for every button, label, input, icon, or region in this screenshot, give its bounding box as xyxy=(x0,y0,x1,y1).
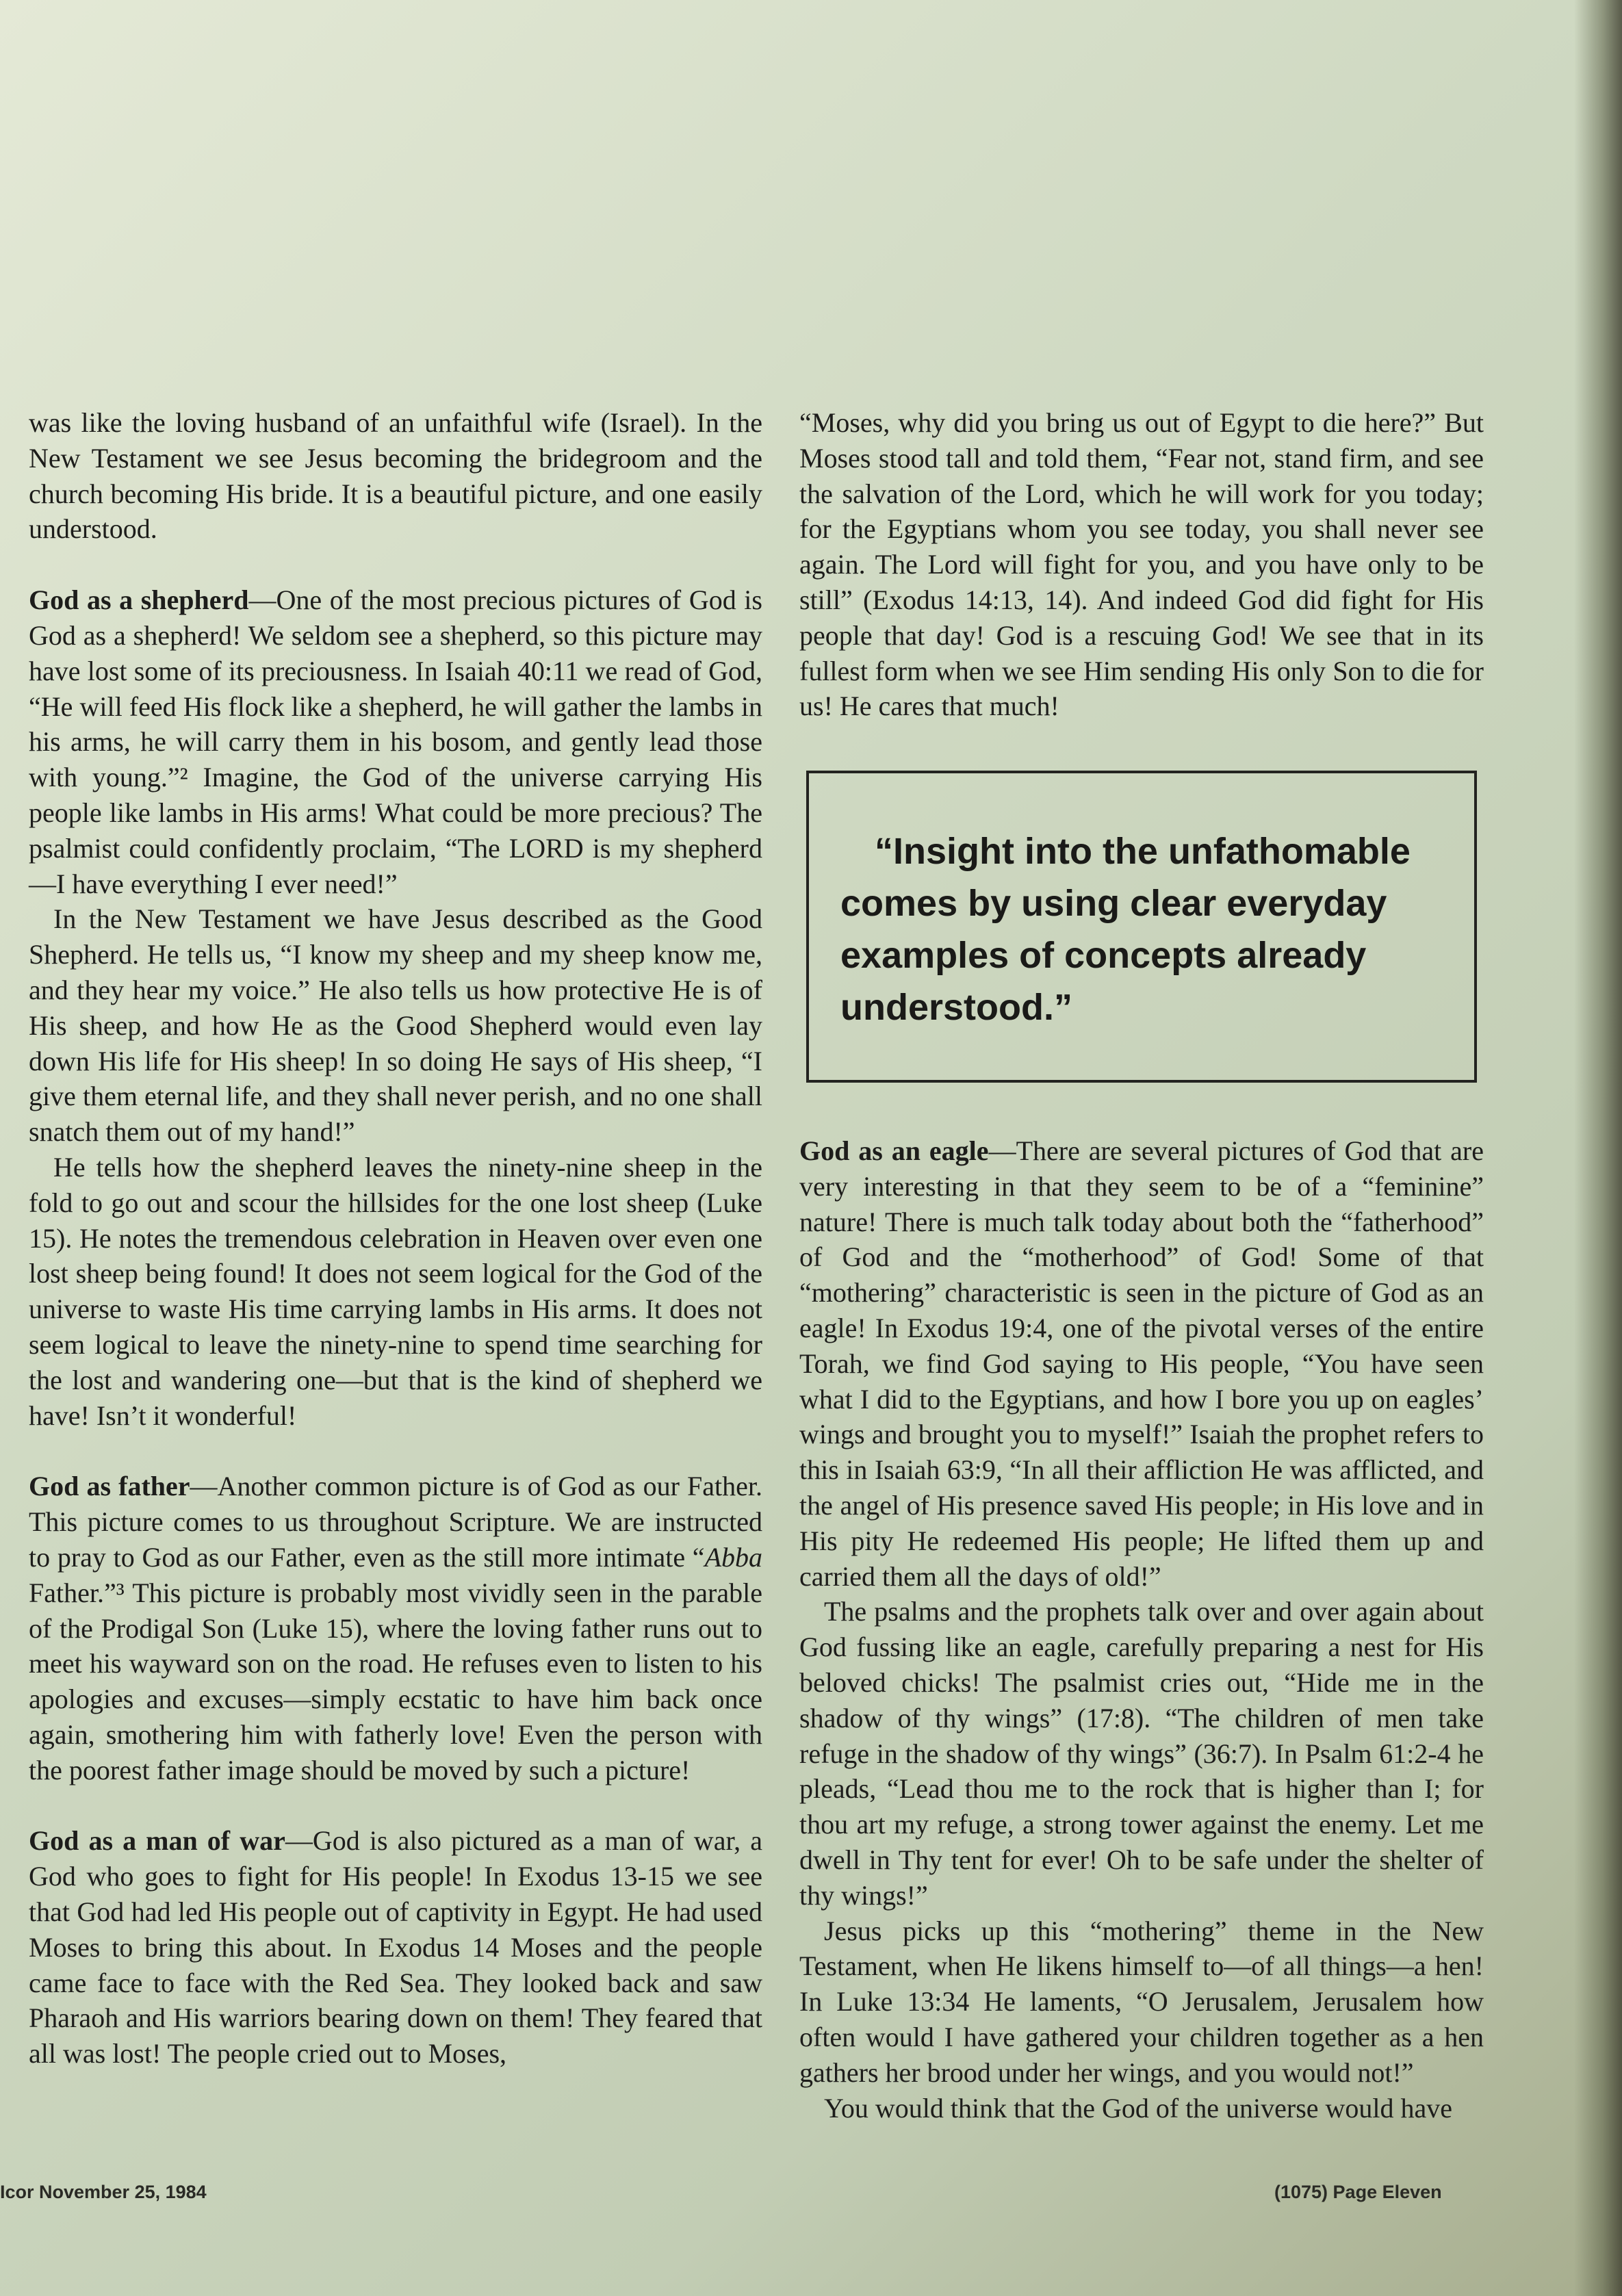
eagle-heading: God as an eagle xyxy=(799,1135,989,1166)
footer-page-number: (1075) Page Eleven xyxy=(1274,2182,1442,2202)
eagle-paragraph-4: You would think that the God of the universe would have xyxy=(824,2092,1453,2124)
war-paragraph xyxy=(29,1823,762,2072)
shepherd-paragraph-2: In the New Testament we have Jesus described as the Good Shepherd. He tells us, “I know my sheep and my sheep know me, and they hear my voice.” He also tells us how protective He is of His sheep, and how He as the Good Shepherd would even lay down His life for His sheep! In so doing He says of His sheep, “I give them eternal life, and they shall never perish, and no one shall snatch them out of my hand!” xyxy=(29,903,762,1148)
eagle-text: —There are several pictures of God that are very interesting in that they seem to be of a “feminine” nature! There is much talk today about both the “fatherhood” of God and the “motherhood” of God! Some of that “mothering” characteristic is seen in the picture of God as an eagle! In Exodus 19:4, one of the pivotal verses of the entire Torah, we find God saying to His people, “You have seen what I did to the Egyptians, and how I bore you up on eagles’ wings and brought you to myself!” Isaiah the prophet refers to this in Isaiah 63:9, “In all their affliction He was afflicted, and the angel of His presence saved His people; in His love and in His pity He redeemed His people; He lifted them up and carried them all the days of old!” xyxy=(799,1135,1484,1592)
eagle-paragraph-3: Jesus picks up this “mothering” theme in the New Testament, when He likens himself to—of all things—a hen! In Luke 13:34 He laments, “O Jerusalem, Jerusalem how often would I have gathered your children together as a hen gathers her brood under her wings, and you would not!” xyxy=(799,1915,1484,2088)
father-text-b: Father.”³ This picture is probably most vividly seen in the parable of the Prodigal Son (Luke 15), where the loving father runs out to meet his wayward son on the road. He refuses even to listen to his apologies and excuses—simply ecstatic to have him back once again, smothering him with fatherly love! Even the person with the poorest father image should be moved by such a picture! xyxy=(29,1577,762,1785)
right-column-upper xyxy=(799,405,1484,724)
eagle-paragraph-2: The psalms and the prophets talk over and over again about God fussing like an eagle, carefully preparing a nest for His beloved chicks! The psalmist cries out, “Hide me in the shadow of thy wings” (17:8). “The children of men take refuge in the shadow of thy wings” (36:7). In Psalm 61:2-4 he pleads, “Lead thou me to the rock that is higher than I; for thou art my refuge, a strong tower against the enemy. Let me dwell in Thy tent for ever! Oh to be safe under the shelter of thy wings!” xyxy=(799,1596,1484,1911)
father-text-a: —Another common picture is of God as our Father. This picture comes to us throughout Scripture. We are instructed to pray to God as our Father, even as the still more intimate “ xyxy=(29,1471,762,1573)
moses-paragraph: “Moses, why did you bring us out of Egypt to die here?” But Moses stood tall and told them, “Fear not, stand firm, and see the salvation of the Lord, which he will work for you today; for the Egyptians whom you see today, you shall never see again. The Lord will fight for you, and you have only to be still” (Exodus 14:13, 14). And indeed God did fight for His people that day! God is a rescuing God! We see that in its fullest form when we see Him sending His only Son to die for us! He cares that much! xyxy=(799,407,1484,722)
left-column xyxy=(29,405,762,2072)
eagle-paragraph xyxy=(799,1133,1484,1594)
page-edge-shadow xyxy=(1574,0,1622,2296)
father-heading: God as father xyxy=(29,1471,190,1502)
shepherd-paragraph-3: He tells how the shepherd leaves the ninety-nine sheep in the fold to go out and scour the hillsides for the one lost sheep (Luke 15). He notes the tremendous celebration in Heaven over even one lost sheep being found! It does not seem logical for the God of the universe to waste His time carrying lambs in His arms. It does not seem logical to leave the ninety-nine to spend time searching for the lost and wandering one—but that is the kind of shepherd we have! Isn’t it wonderful! xyxy=(29,1151,762,1431)
shepherd-paragraph xyxy=(29,582,762,901)
war-heading: God as a man of war xyxy=(29,1825,285,1857)
right-column-lower xyxy=(799,1133,1484,2126)
war-text: —God is also pictured as a man of war, a God who goes to fight for His people! In Exodus 13-15 we see that God had led His people out of captivity in Egypt. He had used Moses to bring this about. In Exodus 14 Moses and the people came face to face with the Red Sea. They looked back and saw Pharaoh and His warriors bearing down on them! They feared that all was lost! The people cried out to Moses, xyxy=(29,1825,763,2069)
shepherd-heading: God as a shepherd xyxy=(29,584,249,616)
footer-date: Icor November 25, 1984 xyxy=(0,2182,207,2202)
shepherd-text: —One of the most precious pictures of God is God as a shepherd! We seldom see a shepherd, so this picture may have lost some of its preciousness. In Isaiah 40:11 we read of God, “He will feed His flock like a shepherd, he will gather the lambs in his arms, he will carry them in his bosom, and gently lead those with young.”² Imagine, the God of the universe carrying His people like lambs in His arms! What could be more precious? The psalmist could confidently proclaim, “The LORD is my shepherd—I have everything I ever need!” xyxy=(29,584,762,899)
father-paragraph xyxy=(29,1469,762,1788)
pull-quote-box: “Insight into the unfathomable comes by using clear everyday examples of concepts already understood.” xyxy=(806,771,1477,1083)
intro-paragraph: was like the loving husband of an unfaithful wife (Israel). In the New Testament we see Jesus becoming the bridegroom and the church becoming His bride. It is a beautiful picture, and one easily understood. xyxy=(29,407,762,545)
abba-word: Abba xyxy=(704,1541,762,1573)
